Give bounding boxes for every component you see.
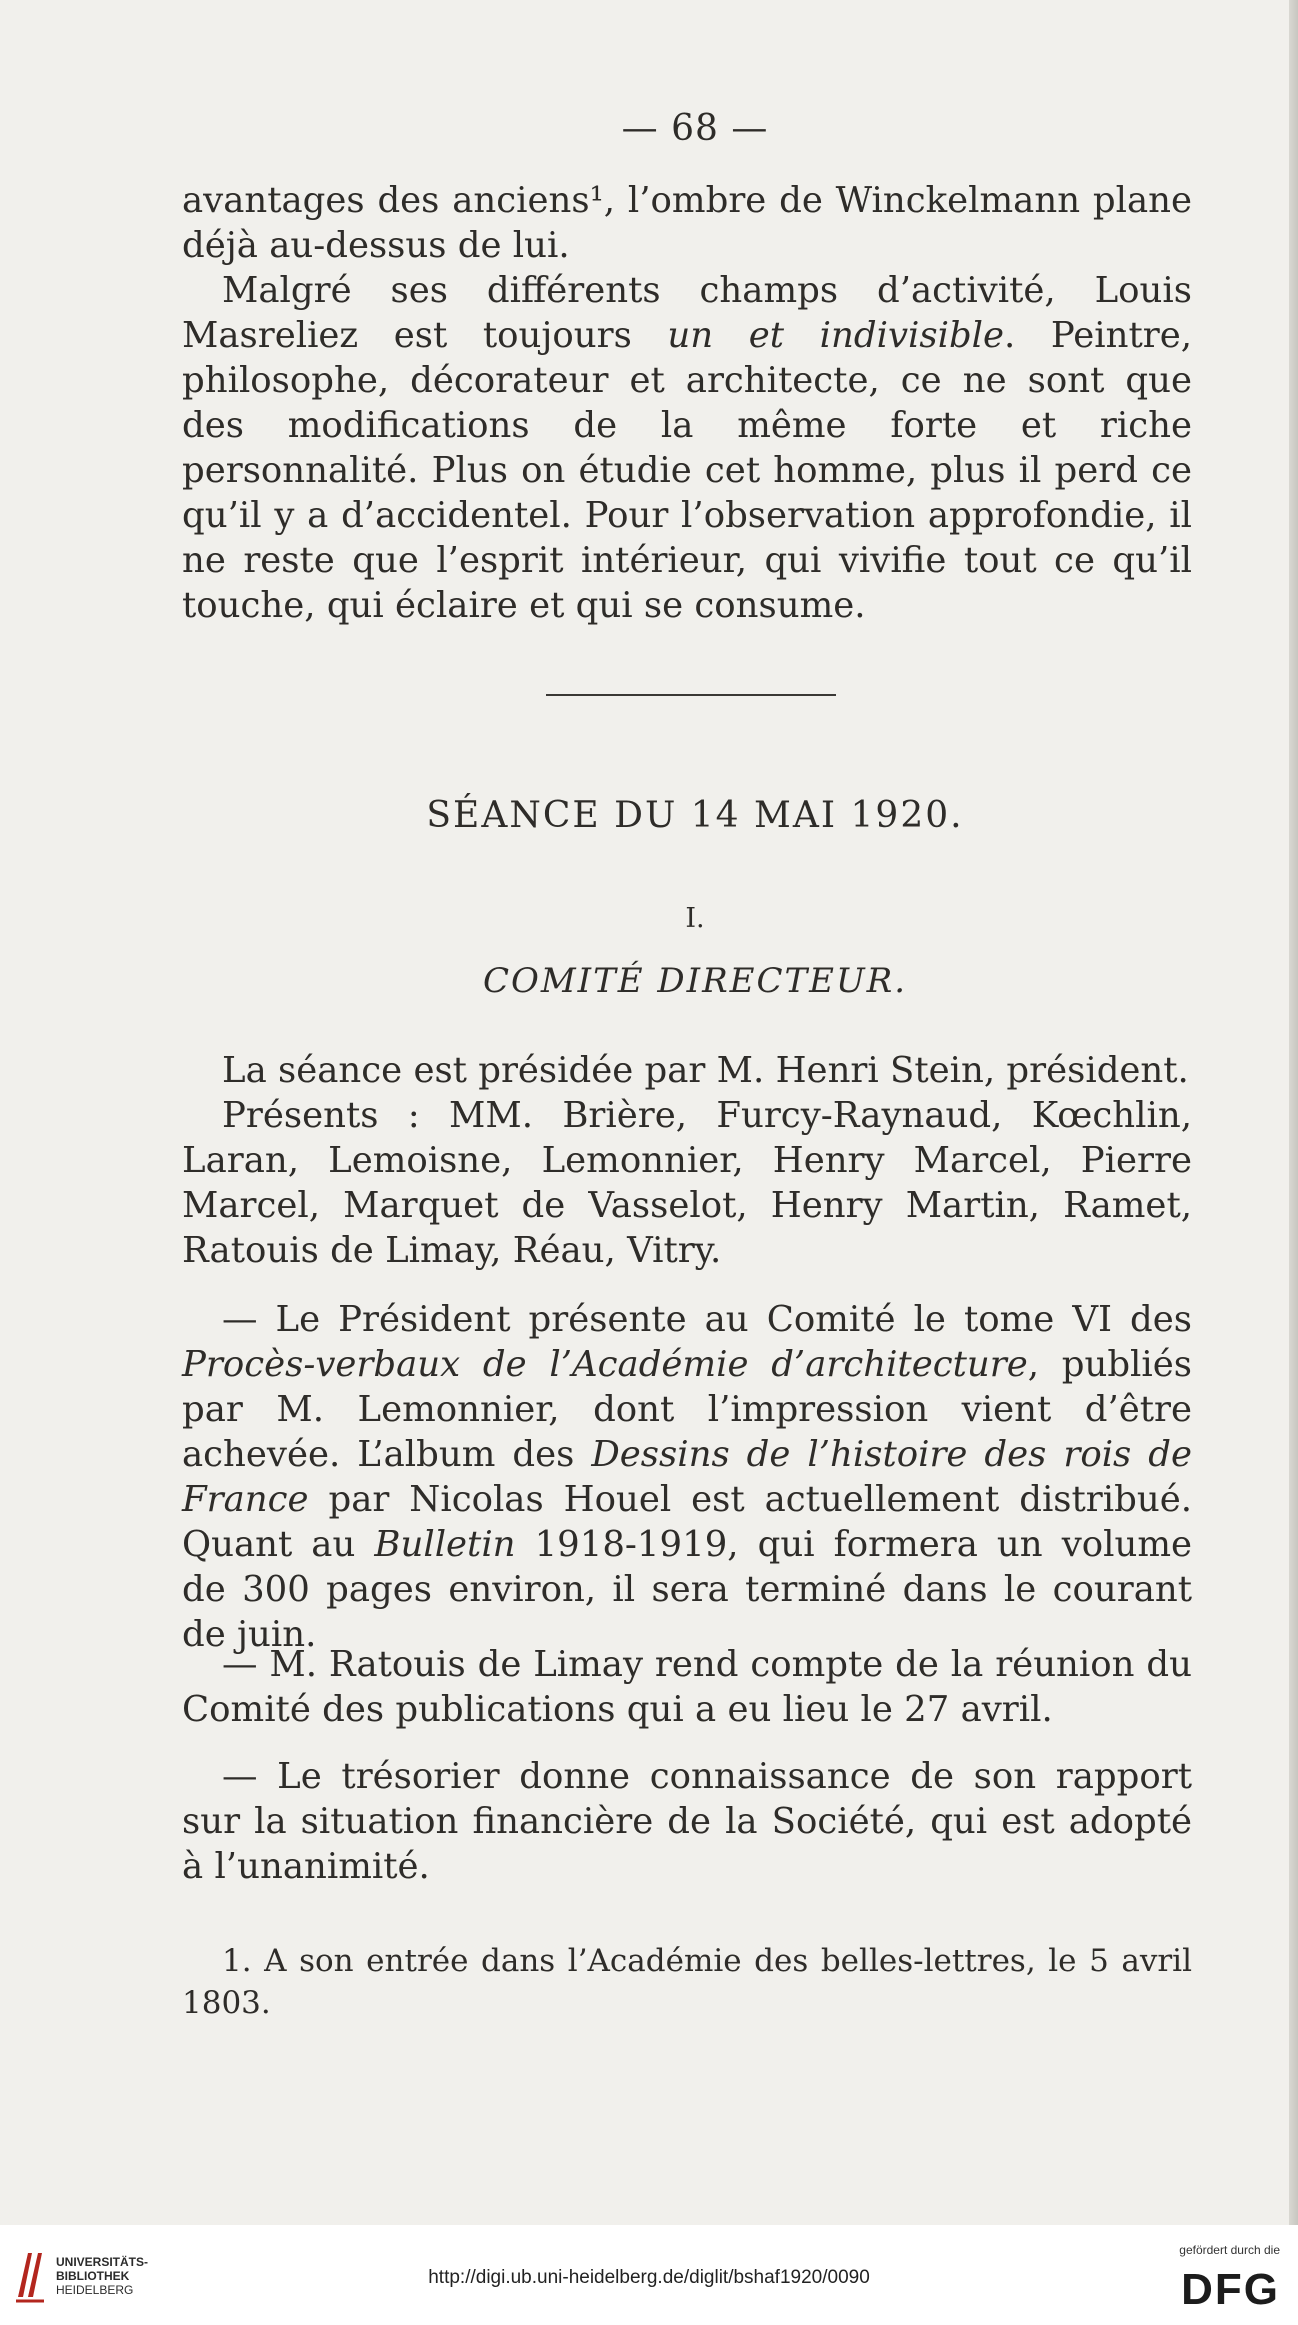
section-title: SÉANCE DU 14 MAI 1920.: [426, 795, 964, 836]
paragraph-5-text-3: par Nicolas Houel est actuellement distribué. Quant au: [182, 1479, 1192, 1565]
paragraph-4: [182, 1093, 1192, 1273]
paragraph-5-italic-1: Procès-verbaux de l’Académie d’architecture: [182, 1344, 1028, 1385]
subsection-title: COMITÉ DIRECTEUR.: [482, 961, 908, 1001]
paragraph-1: [182, 178, 1192, 268]
library-line-1: UNIVERSITÄTS-: [56, 2255, 149, 2269]
paragraph-5-text-2: , publiés par M. Lemonnier, dont l’impression vient d’être achevée. L’album des: [182, 1344, 1192, 1475]
library-line-2: BIBLIOTHEK: [56, 2269, 130, 2283]
paragraph-7-text: — Le trésorier donne connaissance de son rapport sur la situation financière de la Société, qui est adopté à l’unanimité.: [182, 1756, 1192, 1887]
paragraph-1-text: avantages des anciens¹, l’ombre de Winckelmann plane déjà au-dessus de lui.: [182, 180, 1192, 266]
paragraph-5-italic-2: Dessins de l’histoire des rois de France: [182, 1434, 1192, 1520]
source-url-link[interactable]: http://digi.ub.uni-heidelberg.de/diglit/bshaf1920/0090: [428, 2267, 870, 2288]
paragraph-2-text-1: Malgré ses différents champs d’activité, Louis Masreliez est toujours: [182, 270, 1192, 356]
paragraph-5-text-1: — Le Président présente au Comité le tome VI des: [222, 1299, 1192, 1340]
funding-caption: gefördert durch die: [1179, 2243, 1280, 2257]
paragraph-6: [182, 1642, 1192, 1732]
paragraph-5-text-4: 1918-1919, qui formera un volume de 300 pages environ, il sera terminé dans le courant de juin.: [182, 1524, 1193, 1655]
paragraph-2: [182, 268, 1192, 628]
paragraph-4-text: Présents : MM. Brière, Furcy-Raynaud, Kœchlin, Laran, Lemoisne, Lemonnier, Henry Marcel, Pierre Marcel, Marquet de Vasselot, Henry Martin, Ramet, Ratouis de Limay, Réau, Vitry.: [182, 1095, 1192, 1271]
page-number: — 68 —: [621, 108, 769, 149]
library-line-3: HEIDELBERG: [56, 2283, 134, 2297]
footnote: [182, 1940, 1192, 2024]
footnote-text: 1. A son entrée dans l’Académie des belles-lettres, le 5 avril 1803.: [182, 1943, 1192, 2021]
paragraph-5-italic-3: Bulletin: [374, 1524, 516, 1565]
paragraph-5: [182, 1297, 1192, 1657]
paragraph-2-italic: un et indivisible: [667, 315, 1005, 356]
page-edge: [1289, 0, 1298, 2225]
section-number: I.: [685, 903, 705, 934]
paragraph-3: [182, 1048, 1192, 1093]
paragraph-3-text: La séance est présidée par M. Henri Stein, président.: [222, 1050, 1189, 1091]
footer-bar: [0, 2225, 1298, 2325]
dfg-logo: DFG: [1181, 2265, 1280, 2314]
paragraph-2-text-2: . Peintre, philosophe, décorateur et architecte, ce ne sont que des modifications de la même forte et riche personnalité. Plus on étudie cet homme, plus il perd ce qu’il y a d’accidentel. Pour l’observation approfondie, il ne reste que l’esprit intérieur, qui vivifie tout ce qu’il touche, qui éclaire et qui se consume.: [182, 315, 1192, 626]
paragraph-7: [182, 1754, 1192, 1889]
paragraph-6-text: — M. Ratouis de Limay rend compte de la réunion du Comité des publications qui a eu lieu le 27 avril.: [182, 1644, 1192, 1730]
section-divider: [546, 694, 836, 696]
